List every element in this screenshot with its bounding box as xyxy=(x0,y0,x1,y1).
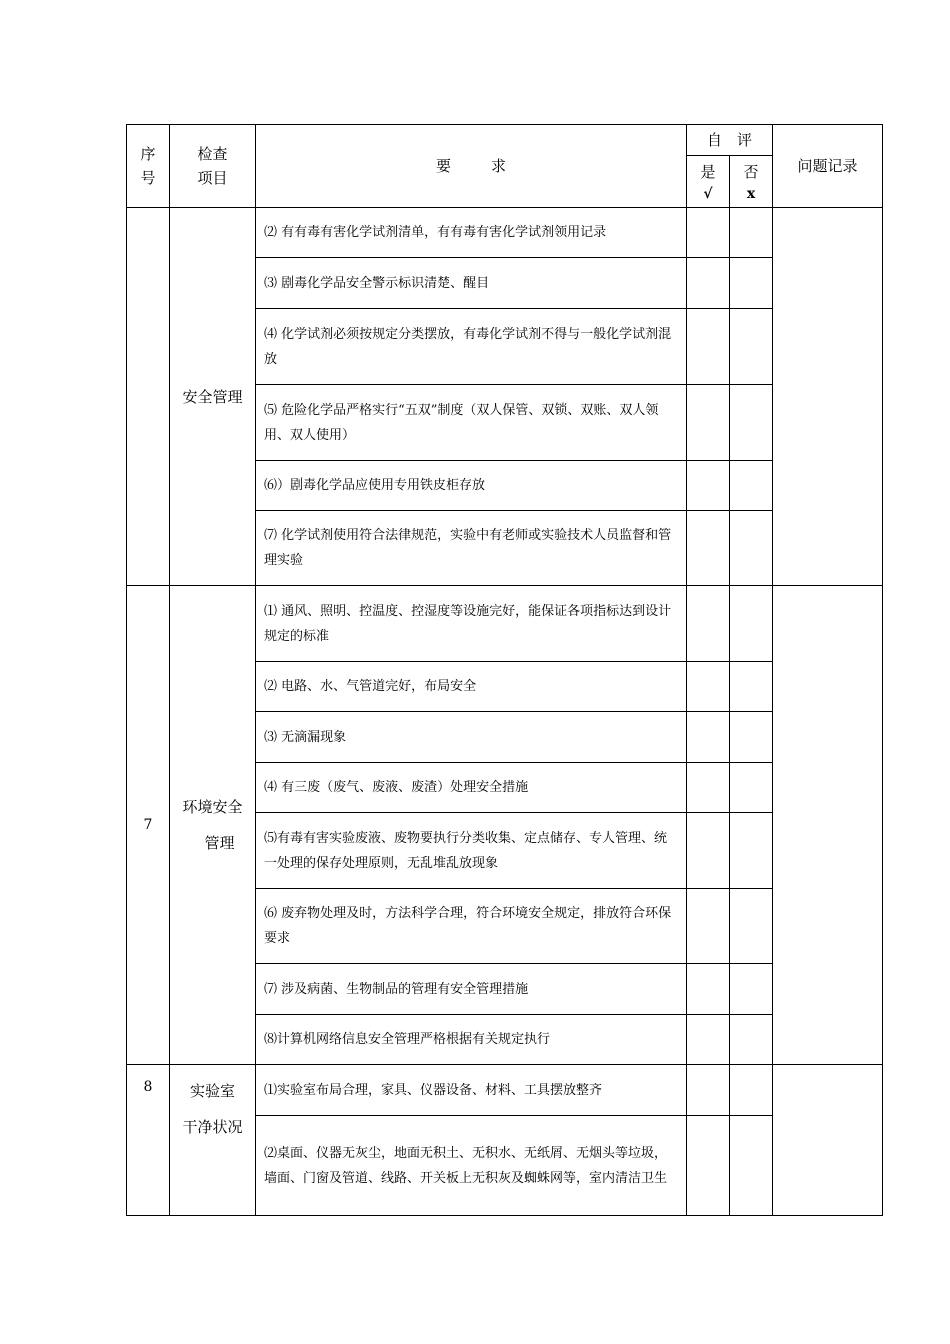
header-yes: 是 √ xyxy=(687,156,730,208)
requirement-text: ⑶ 剧毒化学品安全警示标识清楚、醒目 xyxy=(256,258,687,309)
section-item: 实验室 干净状况 xyxy=(170,1065,256,1216)
header-self-eval: 自 评 xyxy=(687,125,773,156)
requirement-text: ⑸ 危险化学品严格实行“五双”制度（双人保管、双锁、双账、双人领用、双人使用） xyxy=(256,385,687,461)
requirement-text: ⑶ 无滴漏现象 xyxy=(256,712,687,763)
no-cell[interactable] xyxy=(730,1065,773,1116)
yes-cell[interactable] xyxy=(687,385,730,461)
header-issue-record: 问题记录 xyxy=(773,125,883,208)
issue-record-cell[interactable] xyxy=(773,586,883,1065)
header-item: 检查 项目 xyxy=(170,125,256,208)
inspection-table xyxy=(126,124,883,1216)
yes-cell[interactable] xyxy=(687,586,730,662)
no-cell[interactable] xyxy=(730,1116,773,1216)
section-item: 安全管理 xyxy=(170,208,256,586)
no-cell[interactable] xyxy=(730,461,773,511)
requirement-text: ⑹ 废弃物处理及时，方法科学合理，符合环境安全规定，排放符合环保要求 xyxy=(256,889,687,964)
header-requirement: 要 求 xyxy=(256,125,687,208)
requirement-text: ⑴实验室布局合理，家具、仪器设备、材料、工具摆放整齐 xyxy=(256,1065,687,1116)
yes-cell[interactable] xyxy=(687,813,730,889)
no-cell[interactable] xyxy=(730,1015,773,1065)
section-number xyxy=(127,208,170,586)
requirement-text: ⑵桌面、仪器无灰尘，地面无积土、无积水、无纸屑、无烟头等垃圾，墙面、门窗及管道、线路、开关板上无积灰及蜘蛛网等，室内清洁卫生 xyxy=(256,1116,687,1216)
no-cell[interactable] xyxy=(730,586,773,662)
yes-cell[interactable] xyxy=(687,1116,730,1216)
requirement-text: ⑻计算机网络信息安全管理严格根据有关规定执行 xyxy=(256,1015,687,1065)
no-cell[interactable] xyxy=(730,964,773,1015)
requirement-text: ⑹）剧毒化学品应使用专用铁皮柜存放 xyxy=(256,461,687,511)
check-mark-icon: √ xyxy=(703,185,713,202)
section-number: 8 xyxy=(127,1065,170,1216)
section-item: 环境安全 管理 xyxy=(170,586,256,1065)
yes-cell[interactable] xyxy=(687,258,730,309)
requirement-text: ⑸有毒有害实验废液、废物要执行分类收集、定点储存、专人管理、统一处理的保存处理原则，无乱堆乱放现象 xyxy=(256,813,687,889)
no-cell[interactable] xyxy=(730,385,773,461)
no-cell[interactable] xyxy=(730,889,773,964)
yes-cell[interactable] xyxy=(687,763,730,813)
yes-cell[interactable] xyxy=(687,889,730,964)
yes-cell[interactable] xyxy=(687,712,730,763)
no-cell[interactable] xyxy=(730,258,773,309)
requirement-text: ⑴ 通风、照明、控温度、控湿度等设施完好，能保证各项指标达到设计规定的标准 xyxy=(256,586,687,662)
header-seq: 序 号 xyxy=(127,125,170,208)
no-cell[interactable] xyxy=(730,813,773,889)
yes-cell[interactable] xyxy=(687,461,730,511)
requirement-text: ⑵ 电路、水、气管道完好，布局安全 xyxy=(256,662,687,712)
no-cell[interactable] xyxy=(730,712,773,763)
yes-cell[interactable] xyxy=(687,662,730,712)
requirement-text: ⑺ 化学试剂使用符合法律规范，实验中有老师或实验技术人员监督和管理实验 xyxy=(256,511,687,586)
yes-cell[interactable] xyxy=(687,964,730,1015)
section-number: 7 xyxy=(127,586,170,1065)
issue-record-cell[interactable] xyxy=(773,1065,883,1216)
header-no: 否 x xyxy=(730,156,773,208)
yes-cell[interactable] xyxy=(687,1015,730,1065)
yes-cell[interactable] xyxy=(687,309,730,385)
cross-mark-icon: x xyxy=(746,185,756,202)
no-cell[interactable] xyxy=(730,662,773,712)
yes-cell[interactable] xyxy=(687,208,730,258)
no-cell[interactable] xyxy=(730,208,773,258)
requirement-text: ⑺ 涉及病菌、生物制品的管理有安全管理措施 xyxy=(256,964,687,1015)
requirement-text: ⑵ 有有毒有害化学试剂清单，有有毒有害化学试剂领用记录 xyxy=(256,208,687,258)
no-cell[interactable] xyxy=(730,763,773,813)
yes-cell[interactable] xyxy=(687,511,730,586)
issue-record-cell[interactable] xyxy=(773,208,883,586)
requirement-text: ⑷ 有三废（废气、废液、废渣）处理安全措施 xyxy=(256,763,687,813)
no-cell[interactable] xyxy=(730,511,773,586)
no-cell[interactable] xyxy=(730,309,773,385)
yes-cell[interactable] xyxy=(687,1065,730,1116)
requirement-text: ⑷ 化学试剂必须按规定分类摆放，有毒化学试剂不得与一般化学试剂混放 xyxy=(256,309,687,385)
